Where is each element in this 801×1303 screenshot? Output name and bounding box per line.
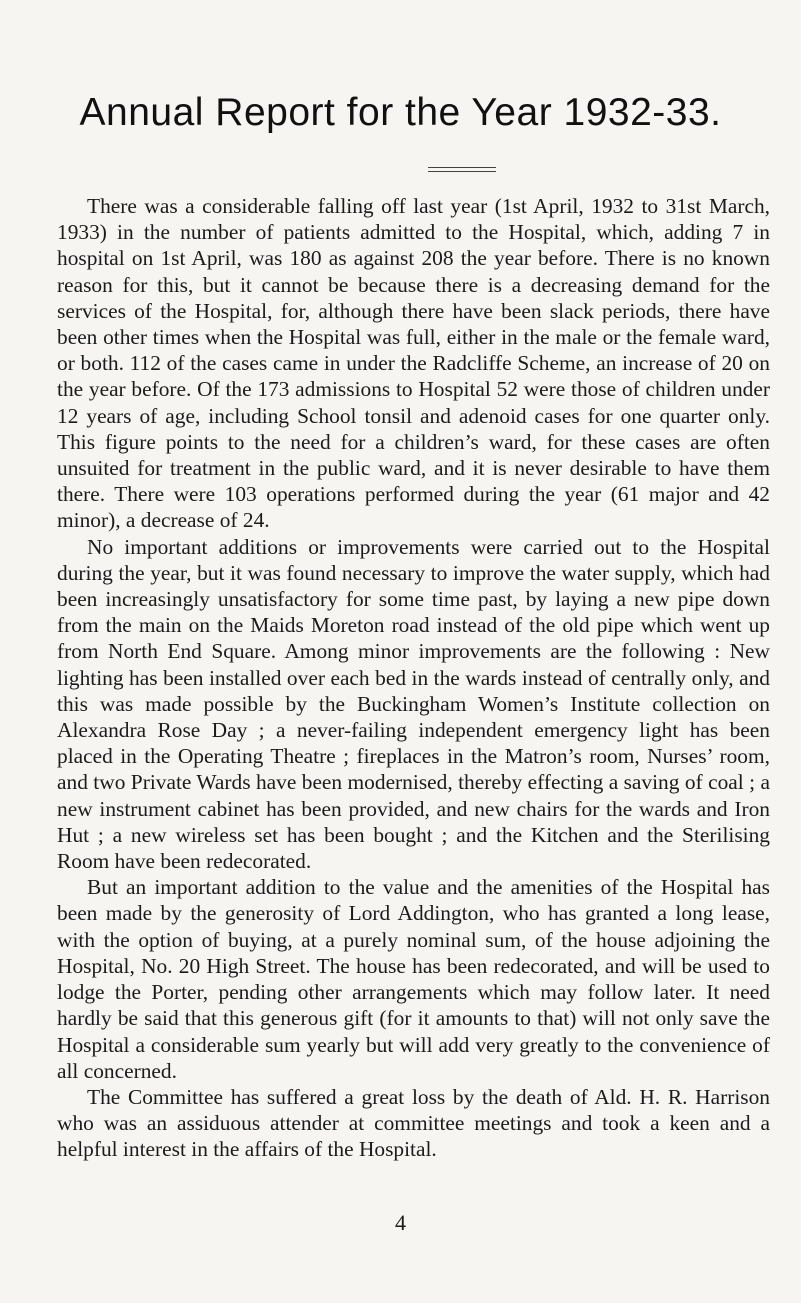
page-number: 4 xyxy=(395,1210,406,1235)
report-body xyxy=(57,193,770,1163)
page-title: Annual Report for the Year 1932-33. xyxy=(79,91,722,134)
paragraph-admissions: There was a considerable falling off last year (1st April, 1932 to 31st March, 1933) in the number of patients admitted to the Hospital, which, adding 7 in hospital on 1st April, was 180 as against 208 the year before. There is no known reason for this, but it cannot be because there is a decreasing demand for the services of the Hospital, for, although there have been slack periods, there have been other times when the Hospital was full, either in the male or the female ward, or both. 112 of the cases came in under the Radcliffe Scheme, an increase of 20 on the year before. Of the 173 admissions to Hospital 52 were those of children under 12 years of age, including School tonsil and adenoid cases for one quarter only. This figure points to the need for a children’s ward, for these cases are often unsuited for treatment in the public ward, and it is never desirable to have them there. There were 103 operations performed during the year (61 major and 42 minor), a decrease of 24. xyxy=(57,194,770,533)
title-divider xyxy=(428,167,496,173)
paragraph-improvements: No important additions or improvements were carried out to the Hospital during the year, but it was found necessary to improve the water supply, which had been increasingly unsatisfactory for some time past, by laying a new pipe down from the main on the Maids Moreton road instead of the old pipe which went up from North End Square. Among minor improvements are the following : New lighting has been installed over each bed in the wards instead of centrally only, and this was made possible by the Buckingham Women’s Institute collection on Alexandra Rose Day ; a never-failing independent emergency light has been placed in the Operating Theatre ; fireplaces in the Matron’s room, Nurses’ room, and two Private Wards have been modernised, thereby effecting a saving of coal ; a new instrument cabinet has been provided, and new chairs for the wards and Iron Hut ; a new wireless set has been bought ; and the Kitchen and the Sterilising Room have been redecorated. xyxy=(57,534,770,874)
paragraph-addington-gift: But an important addition to the value and the amenities of the Hospital has been made by the generosity of Lord Addington, who has granted a long lease, with the option of buying, at a purely nominal sum, of the house adjoining the Hospital, No. 20 High Street. The house has been redecorated, and will be used to lodge the Porter, pending other arrangements which may follow later. It need hardly be said that this generous gift (for it amounts to that) will not only save the Hospital a considerable sum yearly but will add very greatly to the convenience of all concerned. xyxy=(57,875,770,1083)
paragraph-committee-loss: The Committee has suffered a great loss by the death of Ald. H. R. Harrison who was an assiduous attender at committee meetings and took a keen and a helpful interest in the affairs of the Hospital. xyxy=(57,1084,770,1162)
